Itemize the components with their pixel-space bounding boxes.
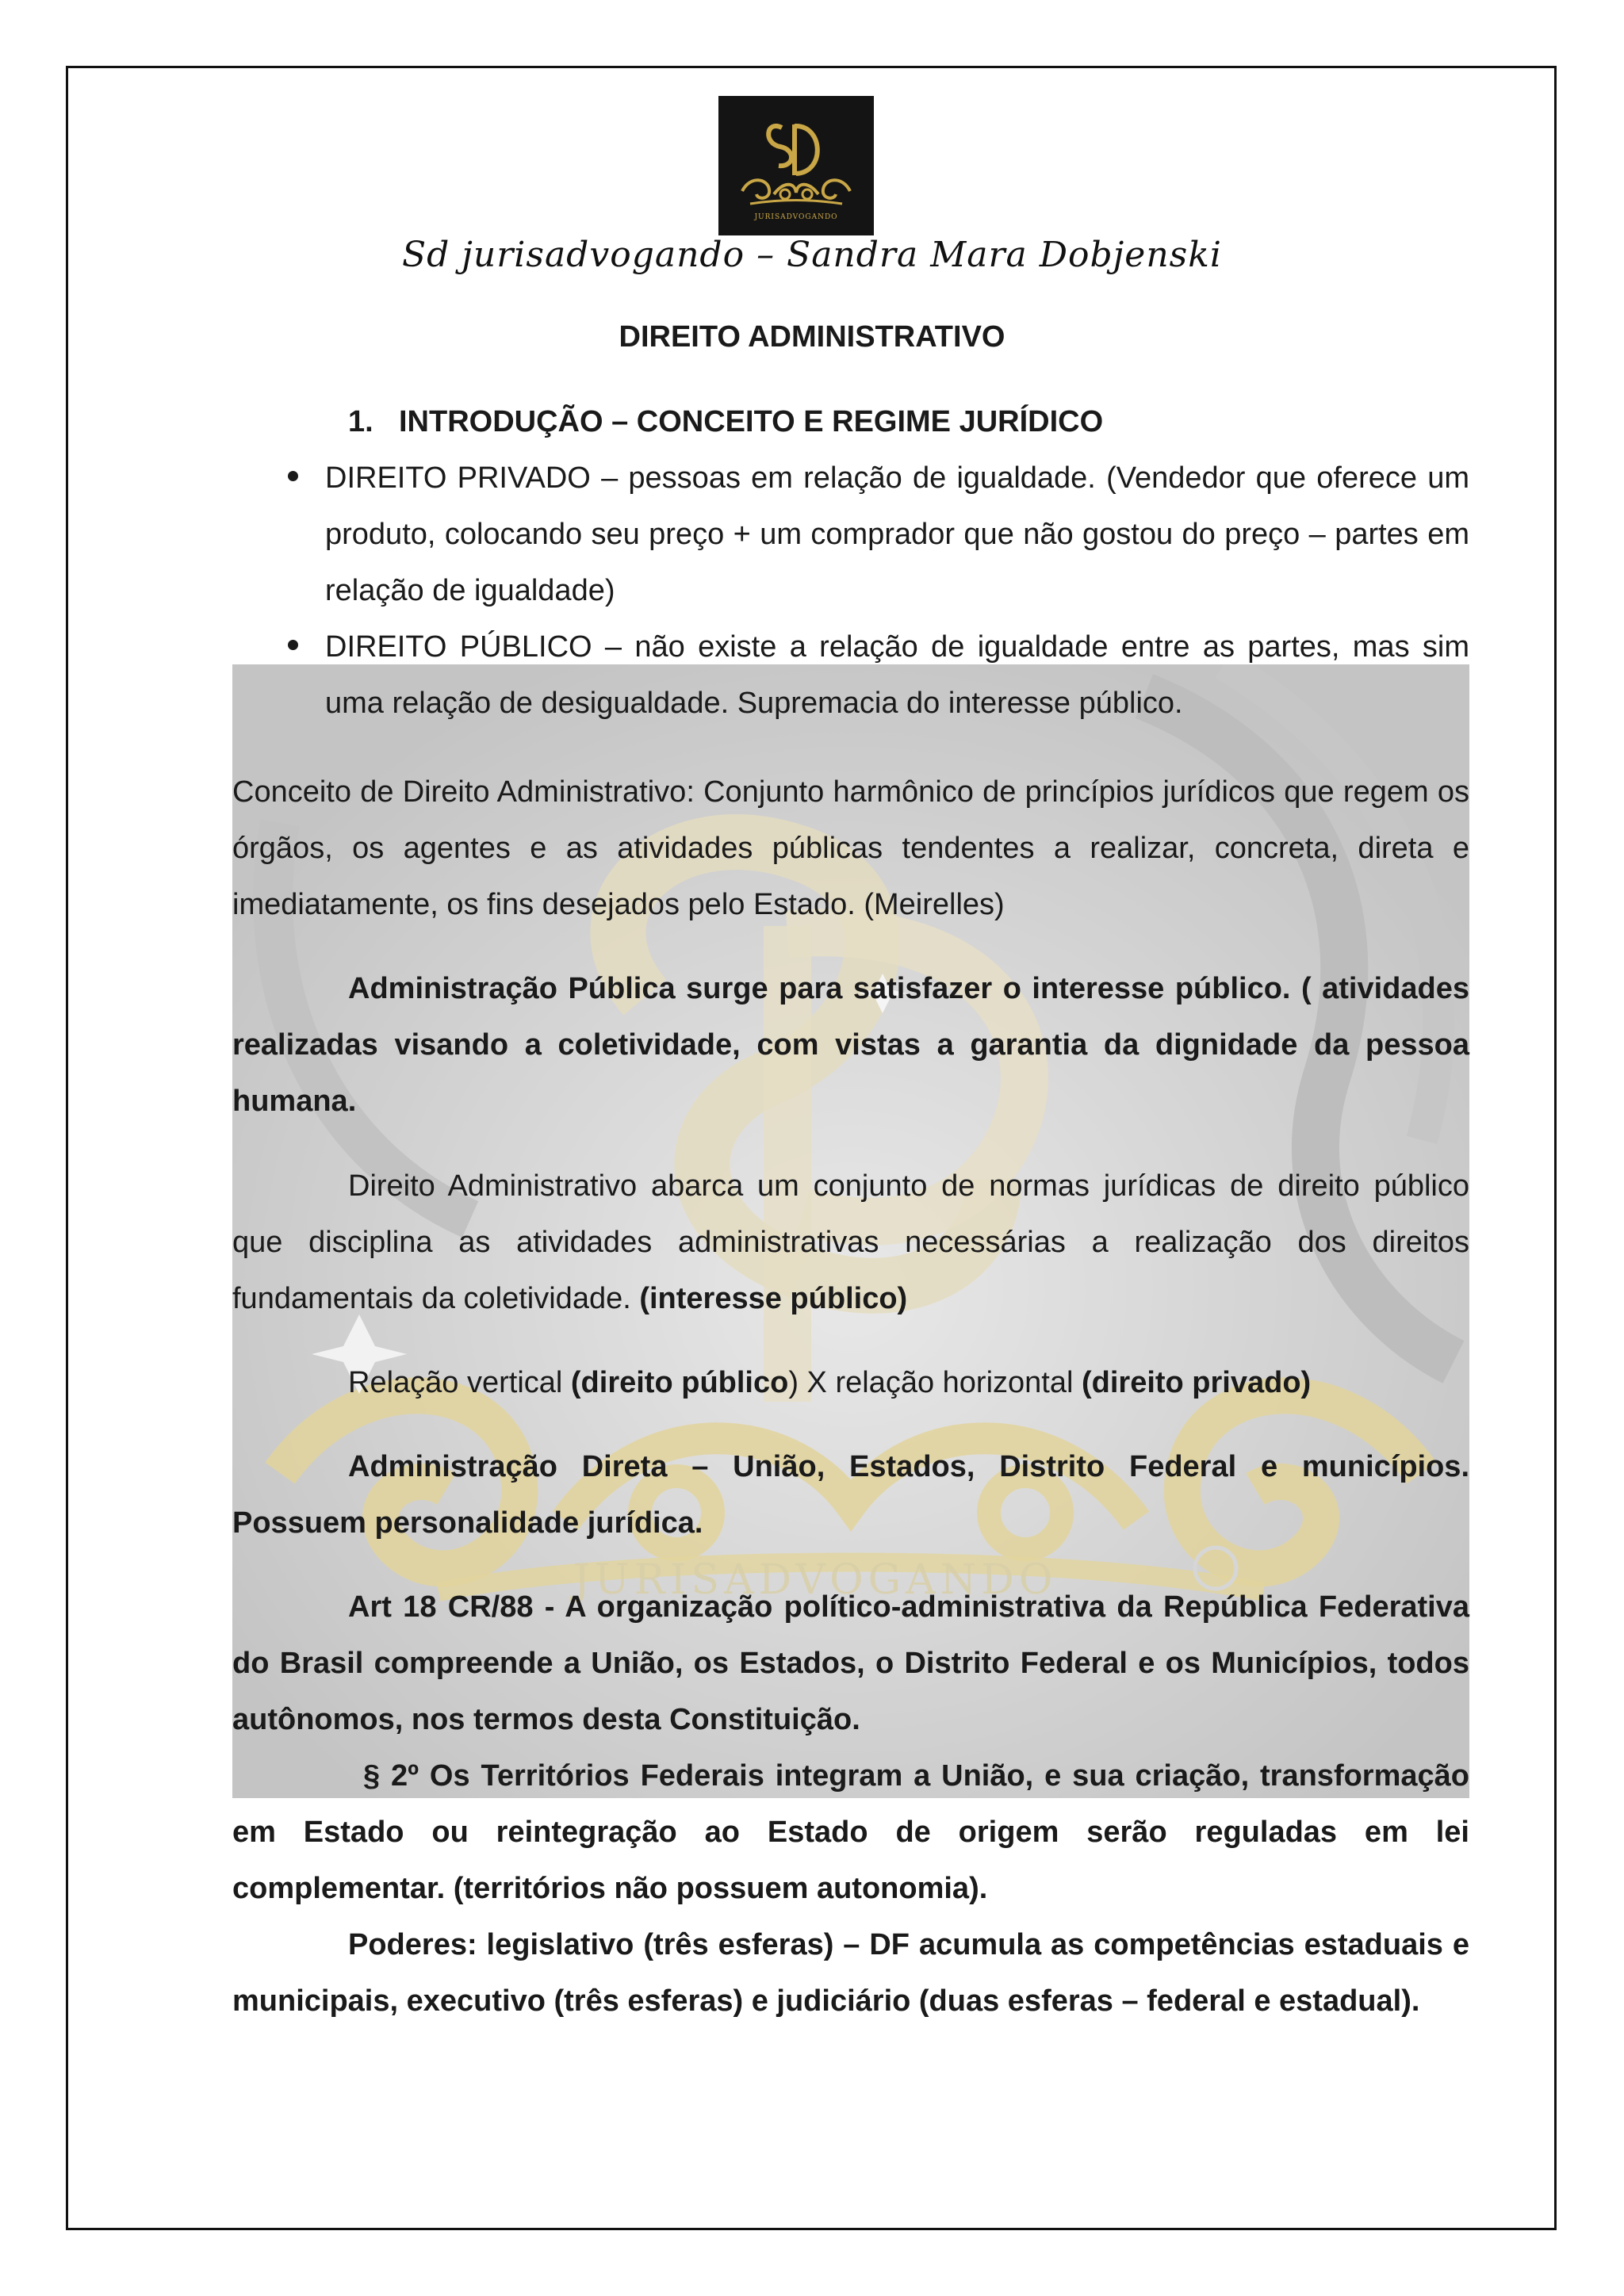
document-title: DIREITO ADMINISTRATIVO — [619, 320, 1005, 354]
paragraph-adm-direta: Administração Direta – União, Estados, Distrito Federal e municípios. Possuem personalidade jurídica. — [232, 1450, 1469, 1540]
relacao-part: ) X relação horizontal — [788, 1366, 1082, 1399]
logo — [718, 96, 874, 235]
section-number: 1. — [348, 405, 373, 438]
author-header: Sd jurisadvogando – Sandra Mara Dobjenski — [401, 235, 1222, 275]
bullet-icon — [288, 471, 298, 481]
paragraph-conceito: Conceito de Direito Administrativo: Conjunto harmônico de princípios jurídicos que regem os órgãos, os agentes e as atividades públicas tendentes a realizar, concreta, direta e imediatamente, os fins desejados pelo Estado. (Meirelles) — [232, 775, 1469, 921]
relacao-emphasis: (direito privado) — [1081, 1366, 1312, 1399]
relacao-part: Relação vertical — [348, 1366, 571, 1399]
list-item-text: DIREITO PÚBLICO – não existe a relação de igualdade entre as partes, mas sim uma relação de desigualdade. Supremacia do interesse público. — [325, 630, 1469, 720]
section-title: INTRODUÇÃO – CONCEITO E REGIME JURÍDICO — [399, 405, 1104, 438]
paragraph-text: Direito Administrativo abarca um conjunto de normas jurídicas de direito público que disciplina as atividades administrativas necessárias a realização dos direitos fundamentais da coletividade. — [232, 1169, 1469, 1315]
paragraph-par2: § 2º Os Territórios Federais integram a União, e sua criação, transformação em Estado ou reintegração ao Estado de origem serão reguladas em lei complementar. (territórios não possuem autonomia). — [232, 1759, 1469, 1905]
relacao-emphasis: (direito público — [570, 1366, 789, 1399]
watermark-caption: JURISADVOGANDO — [573, 1556, 1058, 1604]
section-heading — [348, 394, 1103, 450]
paragraph-emphasis: (interesse público) — [639, 1282, 908, 1315]
list-item — [288, 450, 1469, 619]
paragraph-direito-adm — [232, 1158, 1469, 1327]
paragraph-relacao — [232, 1355, 1469, 1411]
logo-caption: JURISADVOGANDO — [754, 213, 838, 221]
bullet-icon — [288, 640, 298, 650]
paragraph-poderes: Poderes: legislativo (três esferas) – DF acumula as competências estaduais e municipais, executivo (três esferas) e judiciário (duas esferas – federal e estadual). — [232, 1928, 1469, 2018]
paragraph-adm-publica: Administração Pública surge para satisfazer o interesse público. ( atividades realizadas visando a coletividade, com vistas a garantia da dignidade da pessoa humana. — [232, 972, 1469, 1118]
list-item-text: DIREITO PRIVADO – pessoas em relação de igualdade. (Vendedor que oferece um produto, colocando seu preço + um comprador que não gostou do preço – partes em relação de igualdade) — [325, 461, 1469, 607]
paragraph-art18: Art 18 CR/88 - A organização político-administrativa da República Federativa do Brasil compreende a União, os Estados, o Distrito Federal e os Municípios, todos autônomos, nos termos desta Constituição. — [232, 1590, 1469, 1736]
list-item — [288, 619, 1469, 732]
